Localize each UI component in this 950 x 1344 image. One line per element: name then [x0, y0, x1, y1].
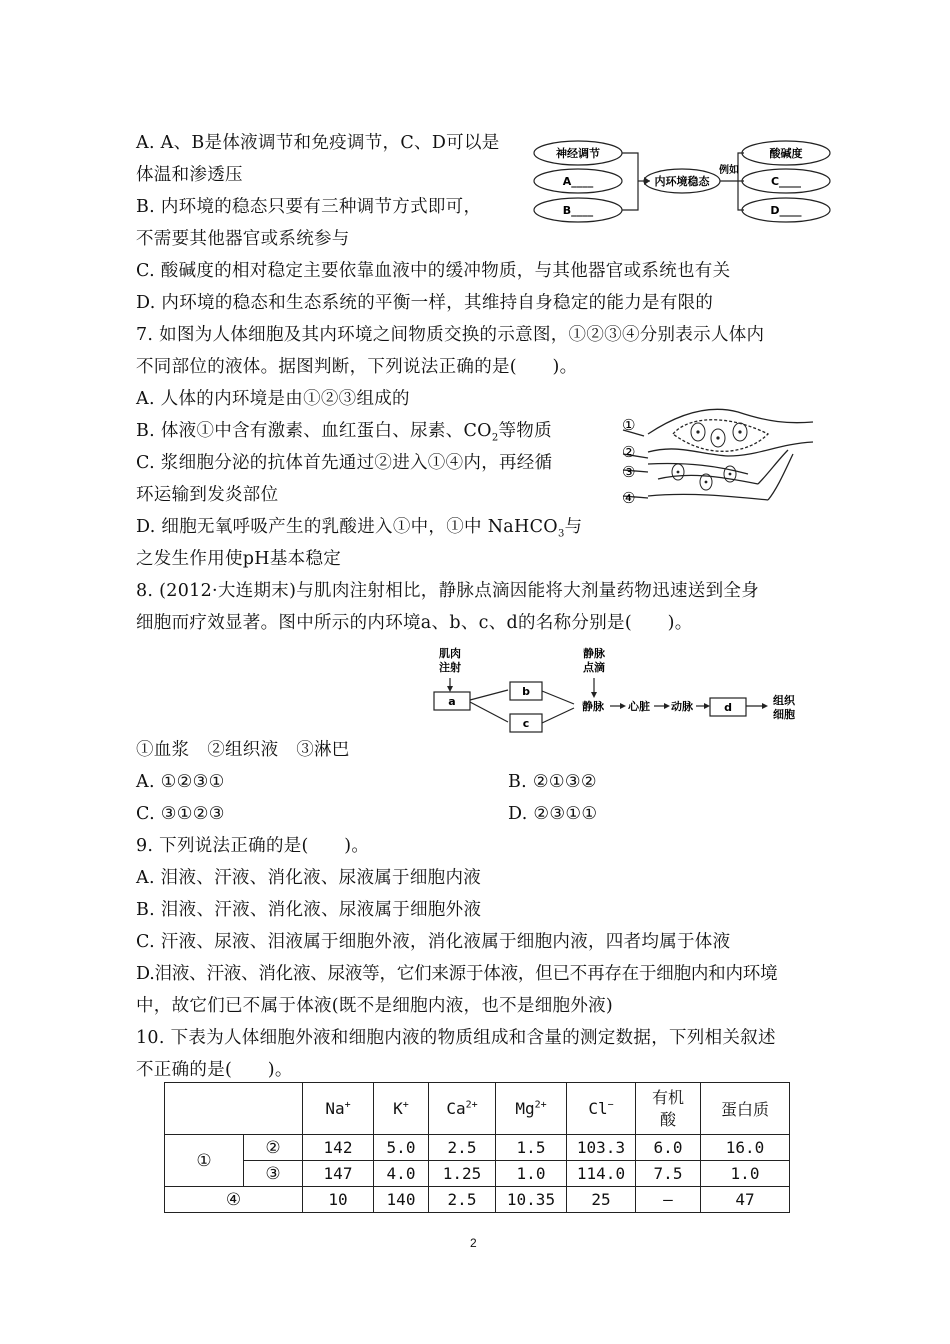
- iv-label-2: 点滴: [583, 661, 605, 674]
- cell-cl: 114.0: [567, 1161, 636, 1187]
- cell-organic: 7.5: [636, 1161, 701, 1187]
- q7-option-a: A. 人体的内环境是由①②③组成的: [136, 389, 410, 409]
- q9-option-a: A. 泪液、汗液、消化液、尿液属于细胞内液: [136, 868, 482, 888]
- q8-option-d: D. ②③①①: [508, 804, 598, 824]
- q8-legend: ①血浆 ②组织液 ③淋巴: [136, 740, 350, 760]
- q8-option-b: B. ②①③②: [508, 772, 597, 792]
- q6-option-c: C. 酸碱度的相对稳定主要依靠血液中的缓冲物质，与其他器官或系统也有关: [136, 261, 731, 281]
- label-4: ④: [622, 489, 636, 507]
- row-label-4: ④: [165, 1187, 303, 1213]
- q8-stem-line2: 细胞而疗效显著。图中所示的内环境a、b、c、d的名称分别是( )。: [136, 613, 693, 633]
- q9-stem: 9. 下列说法正确的是( )。: [136, 836, 370, 856]
- cell-protein: 1.0: [701, 1161, 790, 1187]
- box-d-label: d: [724, 701, 732, 714]
- q7-option-c-line2: 环运输到发炎部位: [136, 485, 279, 505]
- label-b: B____: [562, 204, 594, 217]
- cell-ca: 2.5: [429, 1135, 496, 1161]
- nerve-regulation-label: 神经调节: [556, 147, 600, 160]
- q8-option-c: C. ③①②③: [136, 804, 225, 824]
- cell-k: 140: [374, 1187, 429, 1213]
- q9-option-d-line1: D.泪液、汗液、消化液、尿液等，它们来源于体液，但已不再存在于细胞内和内环境: [136, 964, 778, 984]
- tissue-label-1: 组织: [773, 694, 795, 707]
- header-ca: $Ca^{2+}$: [429, 1083, 496, 1135]
- label-a: A____: [562, 175, 594, 188]
- label-1: ①: [622, 416, 636, 434]
- acid-base-label: 酸碱度: [769, 147, 803, 160]
- box-a-label: a: [448, 695, 456, 708]
- muscle-label-2: 注射: [439, 661, 461, 674]
- q7-stem-line2: 不同部位的液体。据图判断，下列说法正确的是( )。: [136, 357, 578, 377]
- vein-label: 静脉: [582, 700, 604, 713]
- header-k: K+: [374, 1083, 429, 1135]
- cell-cl: 103.3: [567, 1135, 636, 1161]
- header-mg: $Mg^{2+}$: [496, 1083, 567, 1135]
- q8-option-a: A. ①②③①: [136, 772, 225, 792]
- q6-option-a-line2: 体温和渗透压: [136, 165, 243, 185]
- cell-na: 142: [303, 1135, 374, 1161]
- example-label: 例如: [719, 165, 739, 176]
- cell-mg: 10.35: [496, 1187, 567, 1213]
- cell-organic: —: [636, 1187, 701, 1213]
- q6-option-a-line1: A. A、B是体液调节和免疫调节，C、D可以是: [136, 133, 500, 153]
- q10-composition-table: [164, 1082, 790, 1213]
- header-empty: [165, 1083, 303, 1135]
- q7-option-c-line1: C. 浆细胞分泌的抗体首先通过②进入①④内，再经循: [136, 453, 553, 473]
- label-c: C____: [770, 175, 802, 188]
- row-label-3: ③: [244, 1161, 303, 1187]
- page-number: 2: [470, 1236, 477, 1250]
- q9-option-b: B. 泪液、汗液、消化液、尿液属于细胞外液: [136, 900, 482, 920]
- homeostasis-label: 内环境稳态: [654, 175, 710, 188]
- cell-na: 147: [303, 1161, 374, 1187]
- cell-k: 5.0: [374, 1135, 429, 1161]
- row-label-2: ②: [244, 1135, 303, 1161]
- q7-stem-line1: 7. 如图为人体细胞及其内环境之间物质交换的示意图，①②③④分别表示人体内: [136, 325, 765, 345]
- label-3: ③: [622, 463, 636, 481]
- q6-option-d: D. 内环境的稳态和生态系统的平衡一样，其维持自身稳定的能力是有限的: [136, 293, 714, 313]
- cell-ca: 1.25: [429, 1161, 496, 1187]
- box-b-label: b: [522, 685, 530, 698]
- label-2: ②: [622, 443, 636, 461]
- q8-flow-diagram: [428, 644, 808, 740]
- q10-stem-line1: 10. 下表为人体细胞外液和细胞内液的物质组成和含量的测定数据，下列相关叙述: [136, 1028, 776, 1048]
- cell-organic: 6.0: [636, 1135, 701, 1161]
- q10-stem-line2: 不正确的是( )。: [136, 1060, 293, 1080]
- table-row: [165, 1161, 790, 1187]
- cell-protein: 47: [701, 1187, 790, 1213]
- cell-ca: 2.5: [429, 1187, 496, 1213]
- header-cl: Cl−: [567, 1083, 636, 1135]
- header-na: Na+: [303, 1083, 374, 1135]
- cell-protein: 16.0: [701, 1135, 790, 1161]
- cell-k: 4.0: [374, 1161, 429, 1187]
- box-c-label: c: [522, 717, 530, 730]
- q7-option-d-line1: D. 细胞无氧呼吸产生的乳酸进入①中，①中 NaHCO$_3$与: [136, 517, 583, 540]
- q6-homeostasis-diagram: [530, 136, 840, 228]
- cell-mg: 1.0: [496, 1161, 567, 1187]
- heart-label: 心脏: [628, 700, 650, 713]
- cell-mg: 1.5: [496, 1135, 567, 1161]
- q6-option-b-line2: 不需要其他器官或系统参与: [136, 229, 350, 249]
- iv-label-1: 静脉: [583, 647, 605, 660]
- q6-option-b-line1: B. 内环境的稳态只要有三种调节方式即可，: [136, 197, 482, 217]
- label-d: D____: [770, 204, 802, 217]
- q7-option-b: B. 体液①中含有激素、血红蛋白、尿素、$CO_2$等物质: [136, 421, 552, 444]
- header-organic-acid: 有机 酸: [636, 1083, 701, 1135]
- artery-label: 动脉: [671, 700, 693, 713]
- table-header-row: [165, 1083, 790, 1135]
- group-1-label: ①: [165, 1135, 244, 1187]
- cell-na: 10: [303, 1187, 374, 1213]
- q7-tissue-diagram: [618, 404, 818, 514]
- table-row: [165, 1187, 790, 1213]
- muscle-label-1: 肌肉: [439, 647, 461, 660]
- cell-cl: 25: [567, 1187, 636, 1213]
- tissue-label-2: 细胞: [773, 708, 795, 721]
- q9-option-d-line2: 中，故它们已不属于体液(既不是细胞内液，也不是细胞外液): [136, 996, 614, 1016]
- table-row: [165, 1135, 790, 1161]
- q7-option-d-line2: 之发生作用使pH基本稳定: [136, 549, 342, 569]
- q8-stem-line1: 8. (2012·大连期末)与肌肉注射相比，静脉点滴因能将大剂量药物迅速送到全身: [136, 581, 760, 601]
- q9-option-c: C. 汗液、尿液、泪液属于细胞外液，消化液属于细胞内液，四者均属于体液: [136, 932, 731, 952]
- header-protein: 蛋白质: [701, 1083, 790, 1135]
